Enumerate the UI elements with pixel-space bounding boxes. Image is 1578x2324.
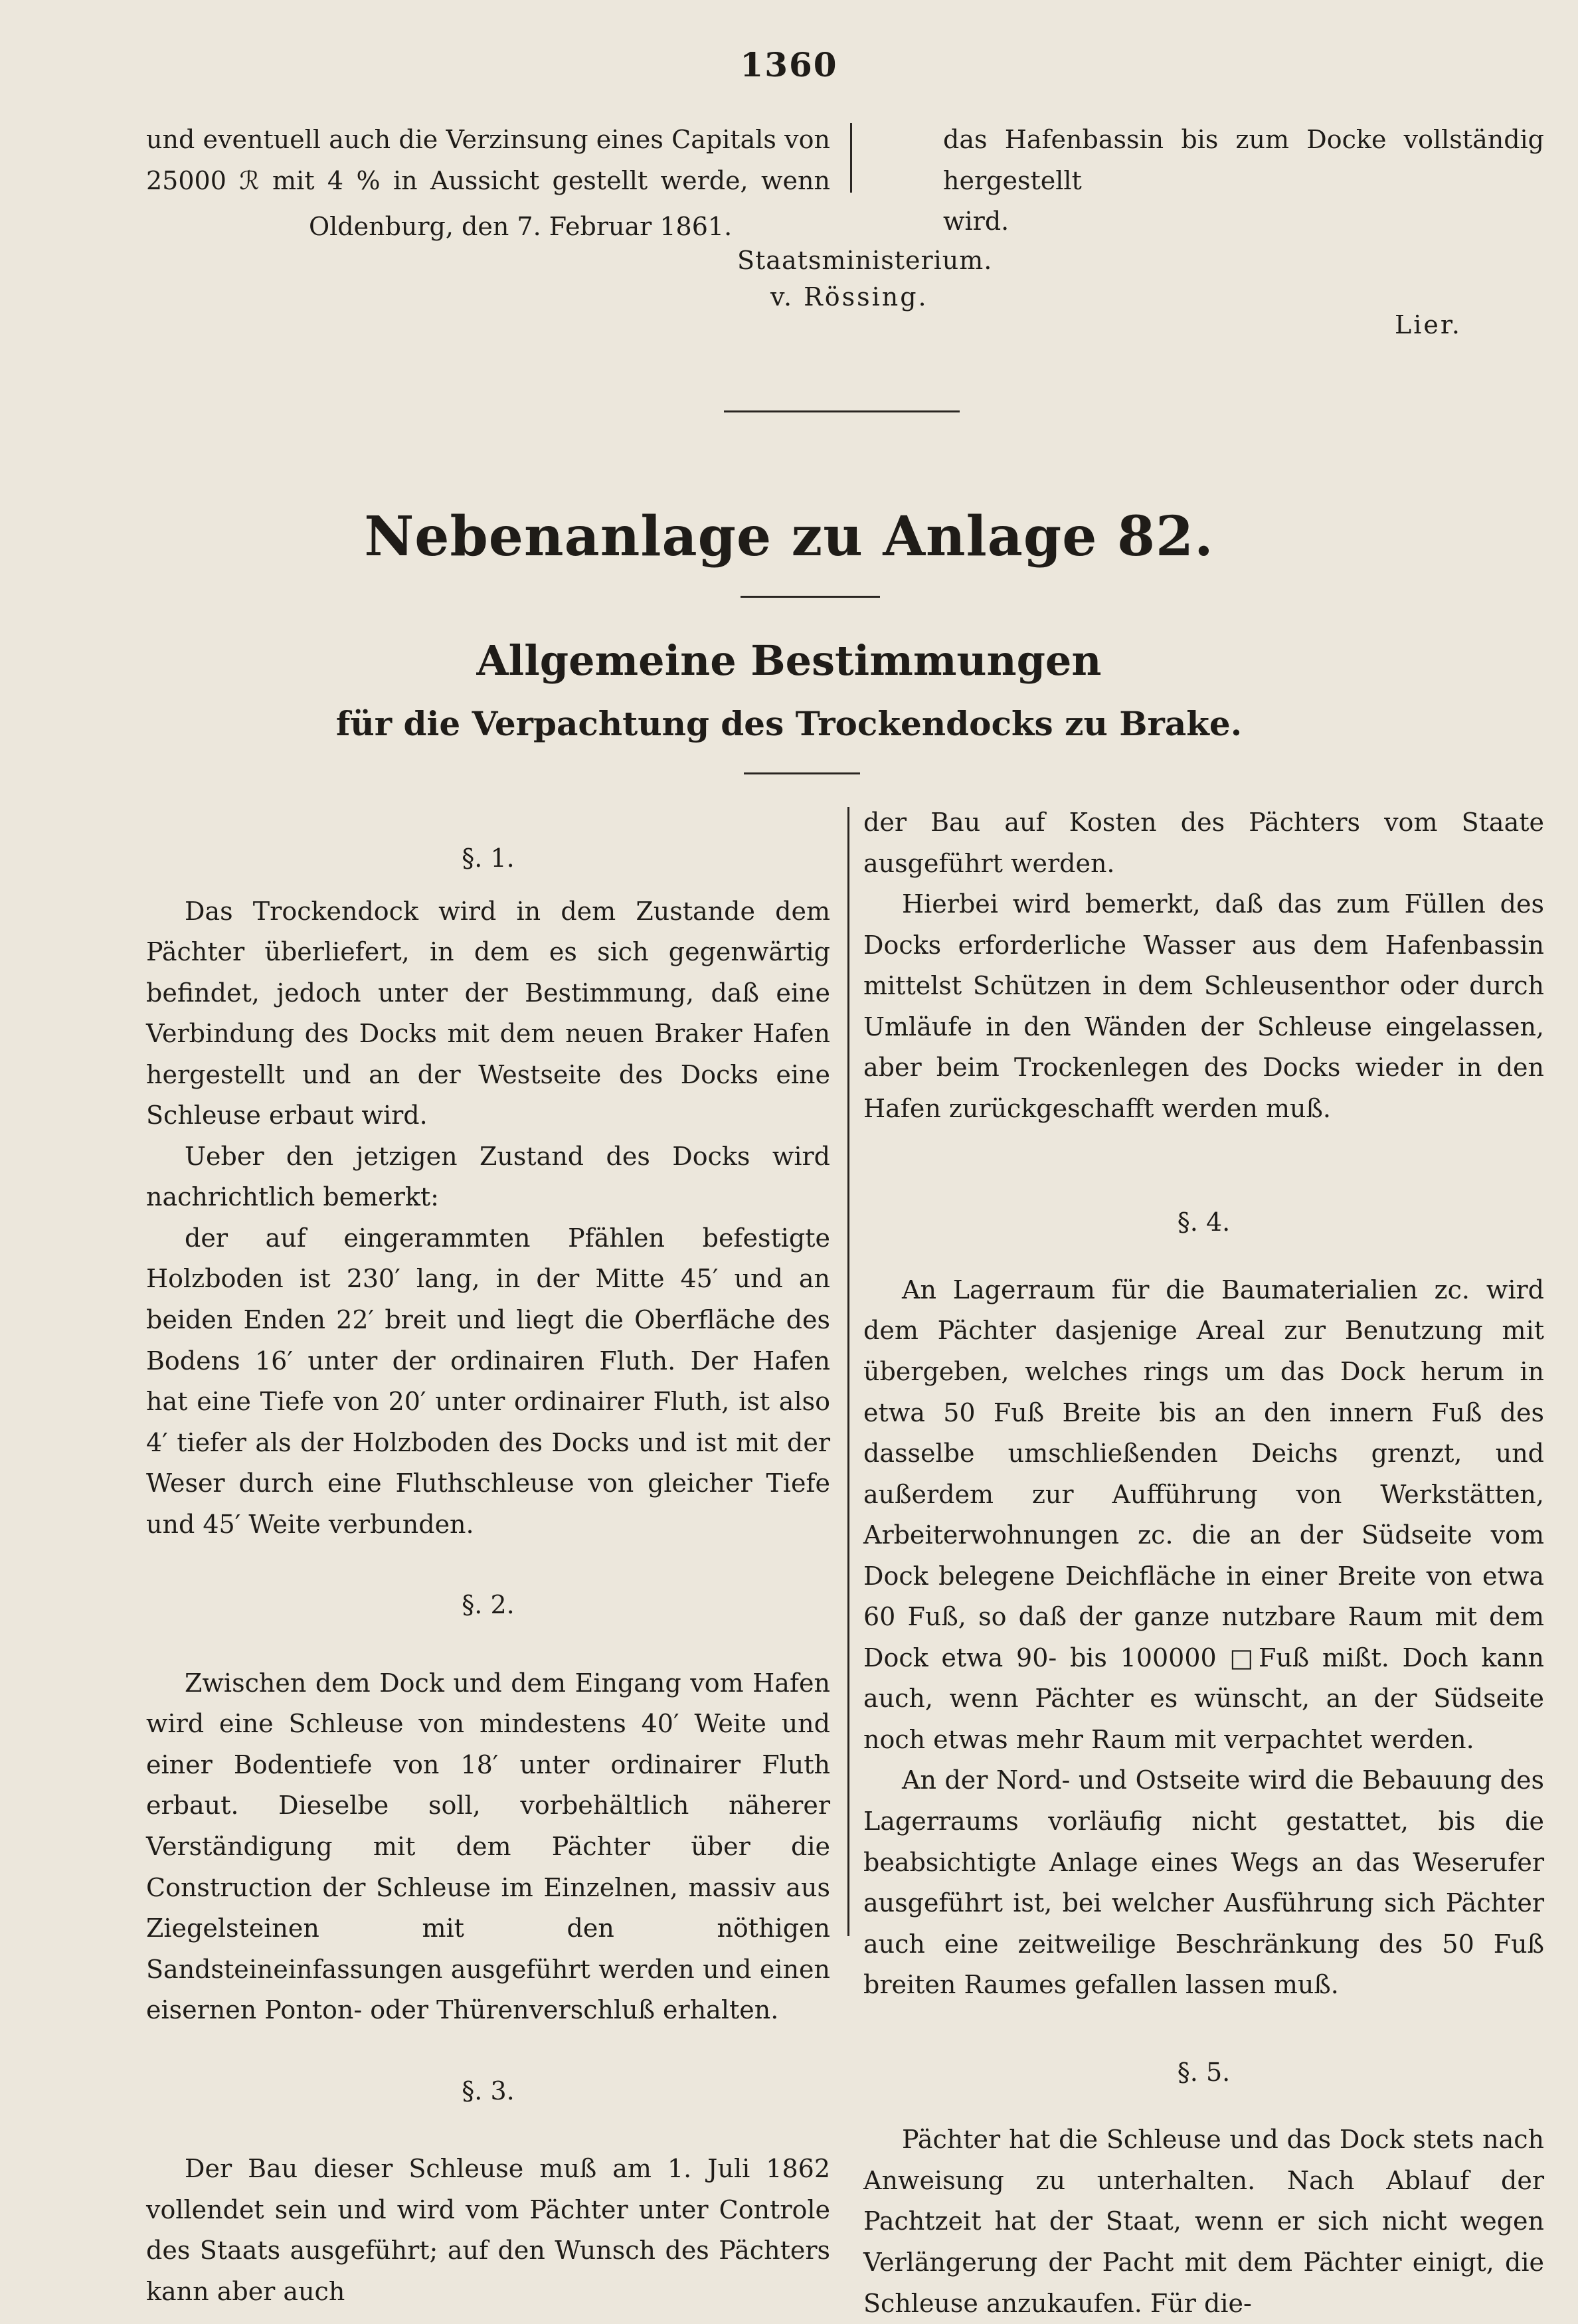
page-number: 1360 [740,45,838,84]
text-line: und eventuell auch die Verzinsung eines Capitals von [146,125,830,154]
signature-name: v. Rössing. [770,282,928,312]
section-heading: §. 2. [462,1590,515,1620]
title-rule [744,772,860,774]
text-line: wird. [943,207,1009,236]
section-heading: §. 4. [1177,1207,1231,1237]
text-line: das Hafenbassin bis zum Docke vollständig hergestellt [943,125,1544,195]
paragraph: Hierbei wird bemerkt, daß das zum Füllen des Docks erforderliche Wasser aus dem Hafenbassin mittelst Schützen in dem Schleusenthor oder durch Umläufe in den Wänden der Schleuse eingelassen, aber beim Trockenlegen des Docks wieder in den Hafen zurückgeschafft werden muß. [863,889,1544,1123]
paragraph: An Lagerraum für die Baumaterialien zc. wird dem Pächter dasjenige Areal zur Benutzung mit übergeben, welches rings um das Dock herum in etwa 50 Fuß Breite bis an den innern Fuß des dasselbe umschließenden Deichs grenzt, und außerdem zur Aufführung von Werkstätten, Arbeiterwohnungen zc. die an der Südseite vom Dock belegene Deichfläche in einer Breite von etwa 60 Fuß, so daß der ganze nutzbare Raum mit dem Dock etwa 90- bis 100000 □Fuß mißt. Doch kann auch, wenn Pächter es wünscht, an der Südseite noch etwas mehr Raum mit verpachtet werden. [863,1275,1544,1754]
section-heading: §. 1. [462,844,515,873]
paragraph: Ueber den jetzigen Zustand des Docks wird nachrichtlich bemerkt: [146,1141,830,1212]
paragraph: An der Nord- und Ostseite wird die Bebauung des Lagerraums vorläufig nicht gestattet, bis die beabsichtigte Anlage eines Wegs an das Weserufer ausgeführt ist, bei welcher Ausführung sich Pächter auch eine zeitweilige Beschränkung des 50 Fuß breiten Raumes gefallen lassen muß. [863,1765,1544,2000]
top-left-text [146,120,830,248]
section-heading: §. 3. [462,2076,515,2105]
signature-right: Lier. [1395,310,1462,339]
signature-ministry: Staatsministerium. [737,246,993,275]
section-heading: §. 5. [1177,2057,1231,2087]
document-subtitle-2: für die Verpachtung des Trockendocks zu Brake. [335,704,1243,743]
title-rule [741,596,880,598]
top-right-text [943,120,1544,242]
separator-rule [724,410,960,412]
paragraph: der Bau auf Kosten des Pächters vom Staate ausgeführt werden. [863,808,1544,878]
column-divider [850,123,852,193]
document-title: Nebenanlage zu Anlage 82. [364,505,1214,569]
paragraph: der auf eingerammten Pfählen befestigte Holzboden ist 230′ lang, in der Mitte 45′ und an beiden Enden 22′ breit und liegt die Oberfläche des Bodens 16′ unter der ordinairen Fluth. Der Hafen hat eine Tiefe von 20′ unter ordinairer Fluth, ist also 4′ tiefer als der Holzboden des Docks und ist mit der Weser durch eine Fluthschleuse von gleicher Tiefe und 45′ Weite verbunden. [146,1223,830,1539]
paragraph: Zwischen dem Dock und dem Eingang vom Hafen wird eine Schleuse von mindestens 40′ Weite und einer Bodentiefe von 18′ unter ordinairer Fluth erbaut. Dieselbe soll, vorbehältlich näherer Verständigung mit dem Pächter über die Construction der Schleuse im Einzelnen, massiv aus Ziegelsteinen mit den nöthigen Sandsteineinfassungen ausgeführt werden und einen eisernen Ponton- oder Thürenverschluß erhalten. [146,1668,830,2025]
paragraph: Das Trockendock wird in dem Zustande dem Pächter überliefert, in dem es sich gegenwärtig befindet, jedoch unter der Bestimmung, daß eine Verbindung des Docks mit dem neuen Braker Hafen hergestellt und an der Westseite des Docks eine Schleuse erbaut wird. [146,896,830,1130]
left-column [146,838,830,2313]
place-date: Oldenburg, den 7. Februar 1861. [309,212,733,242]
column-divider [847,807,849,1936]
right-column [863,802,1544,2324]
paragraph: Pächter hat die Schleuse und das Dock stets nach Anweisung zu unterhalten. Nach Ablauf der Pachtzeit hat der Staat, wenn er sich nicht wegen Verlängerung der Pacht mit dem Pächter einigt, die Schleuse anzukaufen. Für die- [863,2125,1544,2318]
text-line: 25000 ℛ mit 4 % in Aussicht gestellt werde, wenn [146,165,830,195]
paragraph: Der Bau dieser Schleuse muß am 1. Juli 1862 vollendet sein und wird vom Pächter unter Controle des Staats ausgeführt; auf den Wunsch des Pächters kann aber auch [146,2154,830,2306]
document-subtitle: Allgemeine Bestimmungen [476,636,1102,685]
